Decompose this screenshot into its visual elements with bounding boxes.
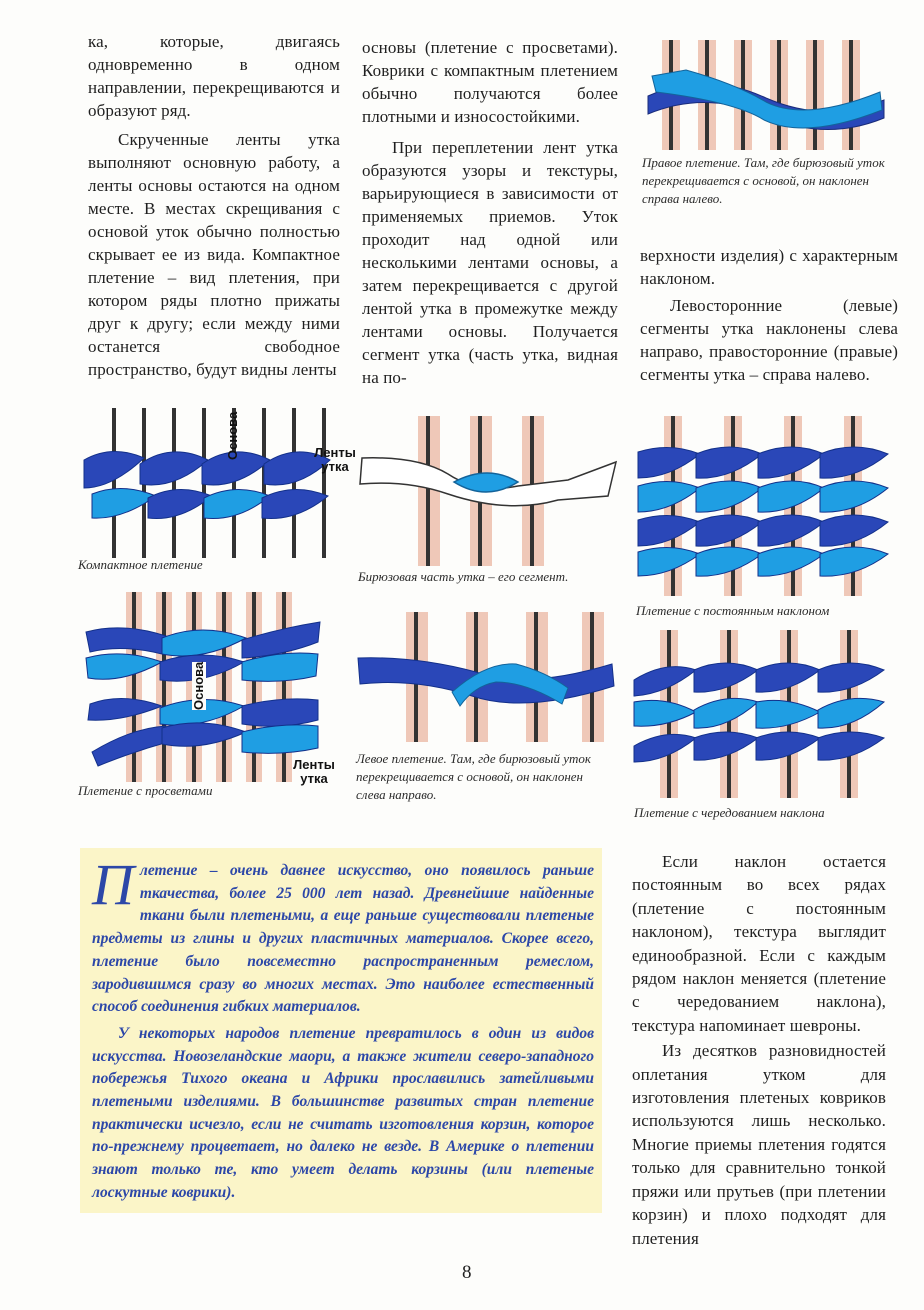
caption-left-weave: Левое плетение. Там, где бирюзовый уток перекрещивается с основой, он наклонен слева направо. (356, 751, 591, 802)
label-warp-text: Основа (191, 661, 206, 710)
right-weave-figure (646, 40, 886, 150)
text-column-1 (88, 30, 340, 381)
sidebar-box-text (92, 852, 594, 1205)
paragraph: Если наклон остается постоянным во всех рядах (плетение с постоянным наклоном), текстура выглядит единообразной. Если с каждым рядом наклон меняется (плетение с чередованием наклона), текстура напоминает шевроны. (632, 852, 886, 1035)
caption-compact: Компактное плетение (78, 557, 203, 572)
paragraph: Из десятков разновидностей оплетания утком для изготовления плетеных ковриков используются лишь несколько. Многие приемы плетения годятся только для сравнительно тонкой пряжи или прутьев (при плетении корзин) и плохо подходят для плетения (632, 1041, 886, 1248)
segment-figure (358, 416, 618, 566)
paragraph: основы (плетение с просветами). Коврики с компактным плетением обычно получаются более плотными и износостойкими. (362, 38, 618, 126)
box-paragraph: летение – очень давнее искусство, оно появилось раньше ткачества, более 25 000 лет назад. Древнейшие найденные ткани были плетеными, а еще раньше существовали плетеные предметы из глины и других пластичных материалов. Скорее всего, плетение было повсеместно распространенным ремеслом, зародившимся сразу во многих местах. Это наиболее естественный способ соединения гибких материалов. (92, 862, 594, 1016)
text-column-3 (640, 244, 898, 386)
alternating-slope-figure (632, 630, 888, 798)
label-weft: Ленты утка (314, 445, 356, 474)
caption-gaps: Плетение с просветами (78, 783, 213, 798)
page-number: 8 (462, 1262, 472, 1283)
label-warp-text: Основа (225, 411, 240, 460)
left-weave-figure (356, 612, 618, 742)
caption-alternating-slope: Плетение с чередованием наклона (634, 805, 825, 820)
box-paragraph: У некоторых народов плетение превратилось в один из видов искусства. Новозеландские маори, а также жители северо-западного побережья Тихого океана и Африки прославились затейливыми плетеными изделиями. В большинстве развитых стран плетение практически исчезло, если не считать изготовления корзин, которое по-прежнему процветает, но далеко не везде. В Америке о плетении знают только те, кто умеет делать корзины (или плетеные лоскутные коврики). (92, 1024, 594, 1201)
text-column-3-bottom (632, 850, 886, 1250)
caption-segment: Бирюзовая часть утка – его сегмент. (358, 569, 569, 584)
paragraph: При переплетении лент утка образуются узоры и текстуры, варьирующиеся в зависимости от применяемых приемов. Уток проходит над одной или несколькими лентами основы, а затем перекрещивается с другой лентой утка в промежутке между лентами основы. Получается сегмент утка (часть утка, видная на по- (362, 138, 618, 387)
drop-cap: П (92, 852, 134, 917)
paragraph: ка, которые, двигаясь одновременно в одном направлении, перекрещиваются и образуют ряд. (88, 32, 340, 120)
label-warp (224, 408, 244, 460)
paragraph: верхности изделия) с характерным наклоном. (640, 246, 898, 288)
constant-slope-figure (636, 416, 892, 596)
caption-constant-slope: Плетение с постоянным наклоном (636, 603, 830, 618)
text-column-2 (362, 36, 618, 389)
label-warp (190, 652, 210, 712)
label-weft: Ленты утка (293, 757, 335, 786)
paragraph: Левосторонние (левые) сегменты утка наклонены слева направо, правосторонние (правые) сегменты утка – справа налево. (640, 296, 898, 384)
paragraph: Скрученные ленты утка выполняют основную работу, а ленты основы остаются на одном месте. В местах скрещивания с основой уток обычно полностью скрывает ее из вида. Компактное плетение – вид плетения, при котором ряды плотно прижаты друг к другу; если между ними останется свободное пространство, будут видны ленты (88, 130, 340, 379)
caption-right-weave: Правое плетение. Там, где бирюзовый уток перекрещивается с основой, он наклонен справа налево. (642, 155, 885, 206)
compact-weave-figure (82, 408, 342, 558)
